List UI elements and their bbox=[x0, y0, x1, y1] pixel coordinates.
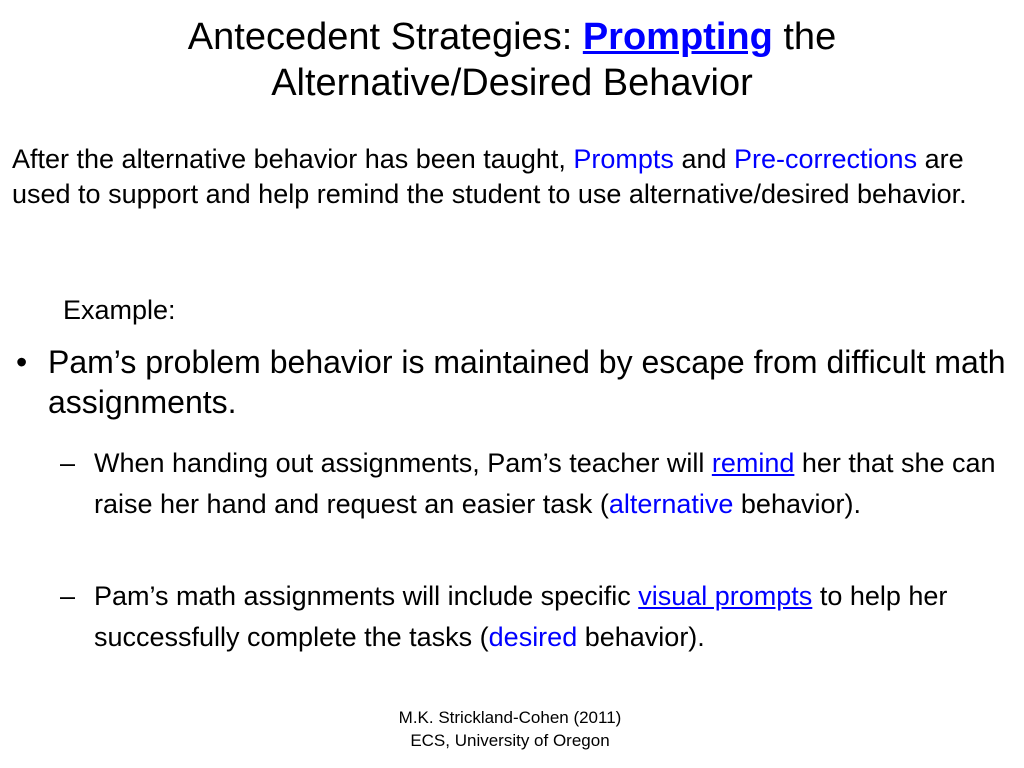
sub-item-text-1: When handing out assignments, Pam’s teacher will bbox=[94, 448, 705, 478]
intro-text-2: and bbox=[681, 144, 727, 174]
intro-highlight-prompts: Prompts bbox=[573, 144, 674, 174]
intro-paragraph bbox=[12, 142, 1012, 212]
footer-line-1: M.K. Strickland-Cohen (2011) bbox=[398, 708, 622, 727]
intro-highlight-precorrections: Pre-corrections bbox=[734, 144, 918, 174]
bullet-text: Pam’s problem behavior is maintained by escape from difficult math assignments. bbox=[48, 344, 1006, 420]
sub-item-text-2: her that she can raise her hand and request an easier task ( bbox=[94, 448, 996, 519]
desired-highlight: desired bbox=[488, 622, 578, 652]
sub-item-text-2: to help her successfully complete the tasks ( bbox=[94, 581, 948, 652]
intro-text-1: After the alternative behavior has been taught, bbox=[12, 144, 566, 174]
title-line2: Alternative/Desired Behavior bbox=[271, 62, 753, 104]
alternative-highlight: alternative bbox=[608, 489, 734, 519]
sub-item-text-3: behavior). bbox=[584, 622, 705, 652]
sub-item-text-1: Pam’s math assignments will include specific bbox=[94, 581, 631, 611]
footer-line-2: ECS, University of Oregon bbox=[410, 731, 610, 750]
sub-item-text-3: behavior). bbox=[740, 489, 861, 519]
sub-item-text bbox=[94, 443, 1015, 525]
footer-credit bbox=[320, 706, 700, 752]
remind-link[interactable]: remind bbox=[711, 448, 795, 478]
sub-item-marker: – bbox=[60, 448, 76, 478]
slide-title bbox=[0, 14, 1024, 106]
example-label: Example: bbox=[63, 295, 176, 325]
bullet-item bbox=[16, 342, 1016, 422]
sub-item-remind bbox=[60, 443, 1015, 525]
bullet-marker: • bbox=[16, 344, 28, 380]
title-part2: the bbox=[783, 16, 837, 58]
sub-item-text bbox=[94, 576, 1015, 658]
title-part1: Antecedent Strategies: bbox=[187, 16, 573, 58]
intro-text-3: are used to support and help remind the student to use alternative/desired behavior. bbox=[12, 144, 967, 209]
visual-prompts-link[interactable]: visual prompts bbox=[638, 581, 813, 611]
title-keyword: Prompting bbox=[582, 16, 773, 58]
sub-item-visual-prompts bbox=[60, 576, 1015, 658]
sub-item-marker: – bbox=[60, 581, 76, 611]
